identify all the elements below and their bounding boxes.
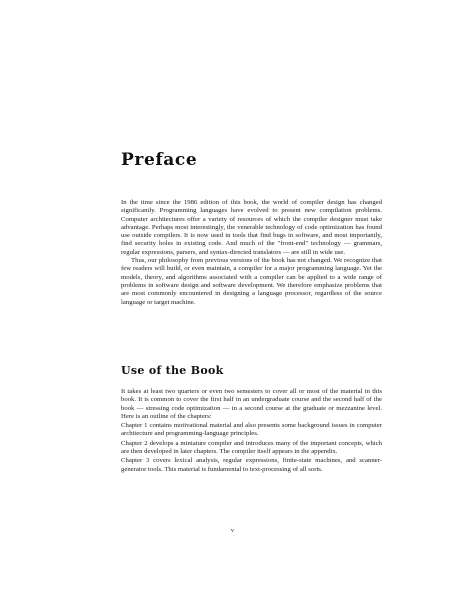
use-of-book-body xyxy=(121,388,382,474)
section-title-use-of-book: Use of the Book xyxy=(121,364,224,377)
use-paragraph-chapter-2: Chapter 2 develops a miniature compiler and introduces many of the important concepts, which are then developed in later chapters. The compiler itself appears in the appendix. xyxy=(121,439,382,456)
use-paragraph-intro: It takes at least two quarters or even two semesters to cover all or most of the material in this book. It is common to cover the first half in an undergraduate course and the second half of the book — stressing code optimization — in a second course at the graduate or mezzanine level. Here is an outline of the chapters: xyxy=(121,388,382,420)
preface-paragraph-2: Thus, our philosophy from previous versions of the book has not changed. We recognize that few readers will build, or even maintain, a compiler for a major programming language. Yet the models, theory, and algorithms associated with a compiler can be applied to a wide range of problems in software design and software development. We therefore emphasize problems that are most commonly encountered in designing a language processor, regardless of the source language or target machine. xyxy=(121,257,382,306)
preface-paragraph-1: In the time since the 1986 edition of this book, the world of compiler design has changed significantly. Programming languages have evolved to present new compilation problems. Computer architectures offer a variety of resources of which the compiler designer must take advantage. Perhaps most interestingly, the venerable technology of code optimization has found use outside compilers. It is now used in tools that find bugs in software, and most importantly, find security holes in existing code. And much of the "front-end" technology — grammars, regular expressions, parsers, and syntax-directed translators — are still in wide use. xyxy=(121,199,382,256)
chapter-title: Preface xyxy=(121,150,198,170)
preface-body xyxy=(121,199,382,307)
use-paragraph-chapter-1: Chapter 1 contains motivational material and also presents some background issues in computer architecture and programming-language principles. xyxy=(121,422,382,438)
use-paragraph-chapter-3: Chapter 3 covers lexical analysis, regular expressions, finite-state machines, and scanner-generator tools. This material is fundamental to text-processing of all sorts. xyxy=(121,457,382,473)
page-number: v xyxy=(230,527,235,534)
